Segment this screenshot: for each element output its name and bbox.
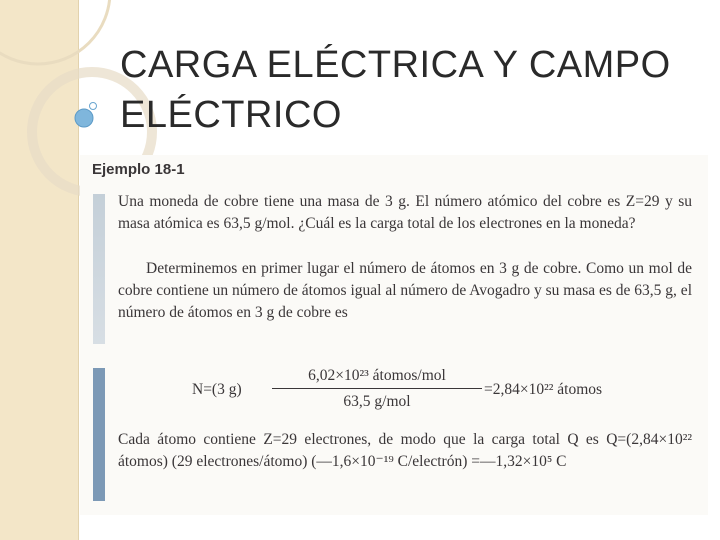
formula-lhs: N=(3 g)	[192, 381, 242, 398]
textbook-example-scan	[80, 155, 708, 515]
example-heading: Ejemplo 18-1	[92, 161, 185, 178]
atom-count-formula	[192, 366, 652, 414]
formula-denominator: 63,5 g/mol	[343, 393, 411, 410]
problem-statement: Una moneda de cobre tiene una masa de 3 g. El número atómico del cobre es Z=29 y su masa atómica es 63,5 g/mol. ¿Cuál es la carga total de los electrones en la moneda?	[118, 193, 692, 232]
solution-text: Determinemos en primer lugar el número de átomos en 3 g de cobre. Como un mol de cobre contiene un número de átomos igual al número de Avogadro y su masa es de 63,5 g, el número de átomos en 3 g de cobre es	[118, 260, 692, 321]
formula-rhs: =2,84×10²² átomos	[484, 381, 603, 398]
conclusion-text: Cada átomo contiene Z=29 electrones, de modo que la carga total Q es Q=(2,84×10²² átomos) (29 electrones/átomo) (—1,6×10⁻¹⁹ C/electrón) =—1,32×10⁵ C	[118, 431, 692, 470]
margin-bar-problem	[93, 194, 105, 344]
slide-title: CARGA ELÉCTRICA Y CAMPO ELÉCTRICO	[120, 44, 671, 136]
left-decorative-band	[0, 0, 79, 540]
formula-fraction	[272, 366, 482, 412]
formula-numerator: 6,02×10²³ átomos/mol	[308, 367, 446, 384]
margin-bar-solution	[93, 368, 105, 501]
fraction-bar	[272, 388, 482, 389]
